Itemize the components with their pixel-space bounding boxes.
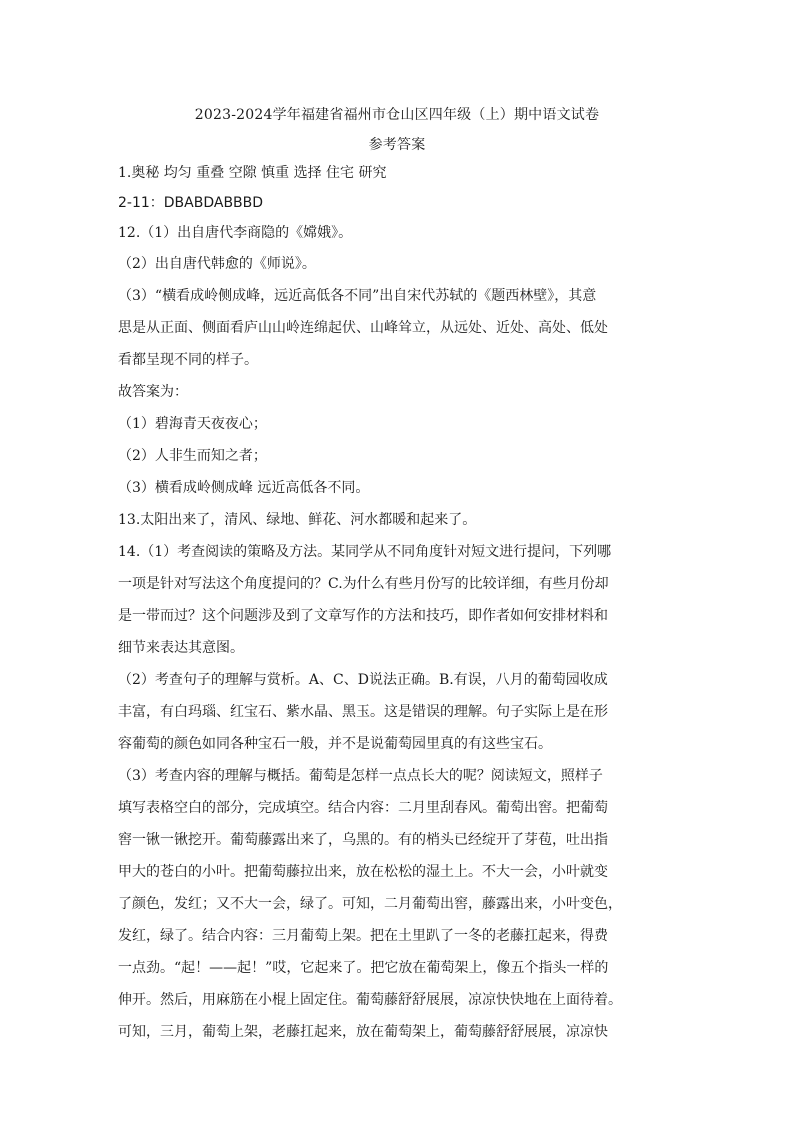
document-title: 2023-2024学年福建省福州市仓山区四年级（上）期中语文试卷 [194,107,600,123]
answer-line: （2）出自唐代韩愈的《师说》。 [118,256,316,272]
answer-line: 2-11：DBABDABBBD [118,195,264,211]
answer-line: 填写表格空白的部分，完成填空。结合内容：二月里刮春风。葡萄出窖。把葡萄 [118,800,608,816]
answer-line: （2）考查句子的理解与赏析。A、C、D说法正确。B.有误，八月的葡萄园收成 [118,672,608,688]
answer-line: 了颜色，发红；又不大一会，绿了。可知，二月葡萄出窖，藤露出来，小叶变色， [118,896,622,912]
answer-line: （3）横看成岭侧成峰 远近高低各不同。 [118,480,370,496]
answer-line: 一点劲。“起！——起！”哎，它起来了。把它放在葡萄架上，像五个指头一样的 [118,960,609,976]
answer-line: 看都呈现不同的样子。 [118,352,258,368]
answer-line: （3）考查内容的理解与概括。葡萄是怎样一点点长大的呢？阅读短文，照样子 [118,768,603,784]
answer-line: 细节来表达其意图。 [118,640,244,656]
answer-line: 窖一锹一锹挖开。葡萄藤露出来了，乌黑的。有的梢头已经绽开了芽苞，吐出指 [118,832,608,848]
answer-line: （2）人非生而知之者； [118,448,267,464]
answer-line: 一项是针对写法这个角度提问的？C.为什么有些月份写的比较详细，有些月份却 [118,576,609,592]
answer-line: （1）碧海青天夜夜心； [118,416,267,432]
answer-line: 1.奥秘 均匀 重叠 空隙 慎重 选择 住宅 研究 [118,165,387,181]
answer-line: 13.太阳出来了，清风、绿地、鲜花、河水都暖和起来了。 [118,512,477,528]
answer-line: 思是从正面、侧面看庐山山岭连绵起伏、山峰耸立，从远处、近处、高处、低处 [118,320,608,336]
answer-line: 故答案为： [118,384,188,400]
answer-line: 甲大的苍白的小叶。把葡萄藤拉出来，放在松松的湿土上。不大一会，小叶就变 [118,864,608,880]
answer-line: （3）“横看成岭侧成峰，远近高低各不同”出自宋代苏轼的《题西林壁》，其意 [118,288,597,304]
document-subtitle: 参考答案 [368,137,426,153]
answer-line: 是一带而过？这个问题涉及到了文章写作的方法和技巧，即作者如何安排材料和 [118,608,608,624]
answer-line: 容葡萄的颜色如同各种宝石一般，并不是说葡萄园里真的有这些宝石。 [118,736,552,752]
answer-line: 可知，三月，葡萄上架，老藤扛起来，放在葡萄架上，葡萄藤舒舒展展，凉凉快 [118,1024,608,1040]
answer-line: 12.（1）出自唐代李商隐的《嫦娥》。 [118,225,353,241]
answer-line: 丰富，有白玛瑙、红宝石、紫水晶、黑玉。这是错误的理解。句子实际上是在形 [118,704,608,720]
answer-line: 发红，绿了。结合内容：三月葡萄上架。把在土里趴了一冬的老藤扛起来，得费 [118,928,608,944]
answer-line: 伸开。然后，用麻筋在小棍上固定住。葡萄藤舒舒展展，凉凉快快地在上面待着。 [118,992,622,1008]
answer-line: 14.（1）考查阅读的策略及方法。某同学从不同角度针对短文进行提问，下列哪 [118,544,612,560]
